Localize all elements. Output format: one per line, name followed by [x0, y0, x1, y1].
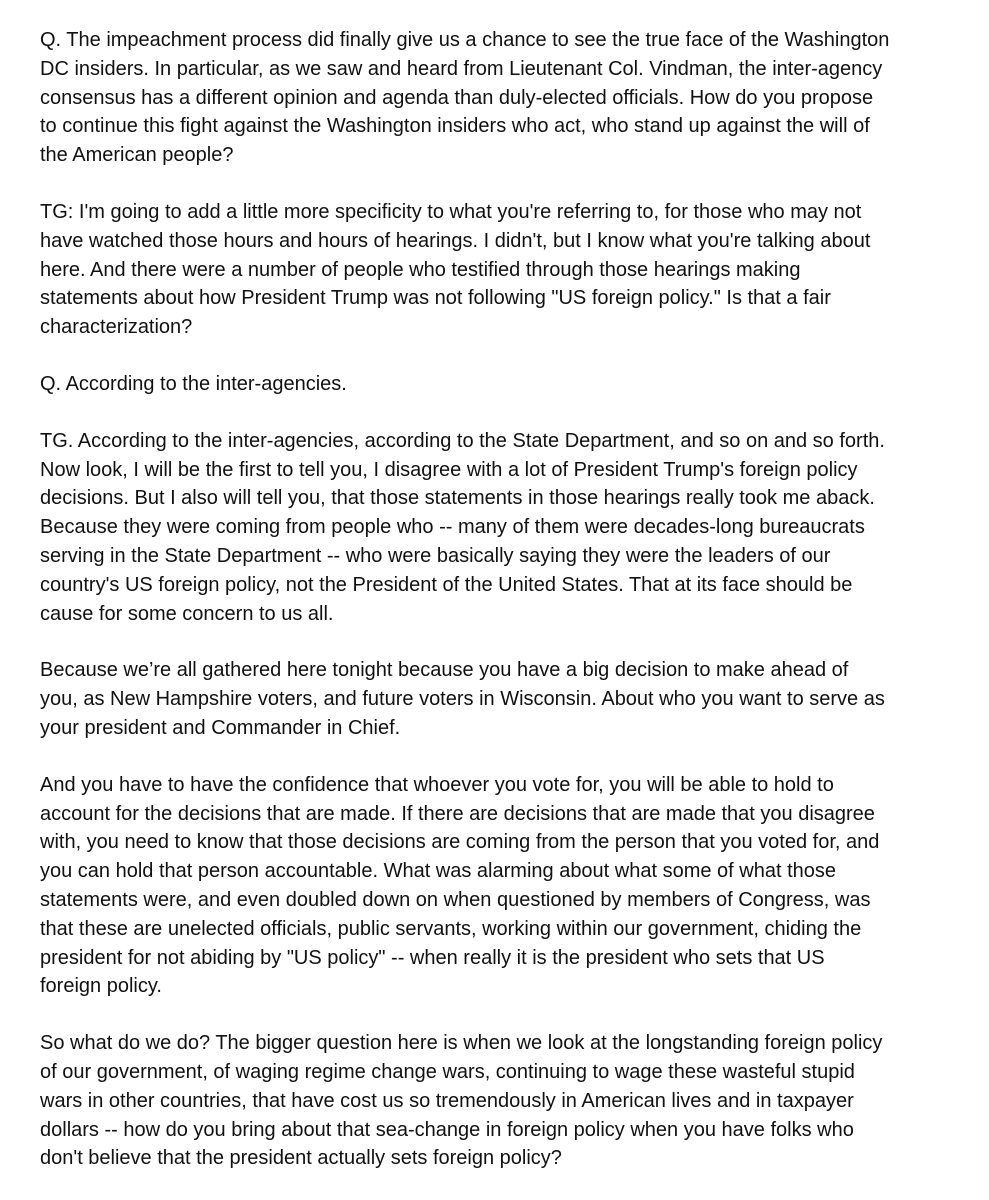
- text-line: Now look, I will be the first to tell you, I disagree with a lot of President Trump's foreign policy: [40, 458, 858, 481]
- text-line: Q. According to the inter-agencies.: [40, 372, 347, 395]
- text-line: characterization?: [40, 316, 193, 339]
- text-line: Because they were coming from people who -- many of them were decades-long bureaucrats: [40, 516, 865, 539]
- text-line: consensus has a different opinion and agenda than duly-elected officials. How do you propose: [40, 86, 874, 109]
- text-line: foreign policy.: [40, 975, 162, 998]
- text-line: president for not abiding by "US policy" -- when really it is the president who sets that US: [40, 946, 825, 969]
- text-line: Because we’re all gathered here tonight because you have a big decision to make ahead of: [40, 659, 849, 682]
- text-line: TG: I'm going to add a little more specificity to what you're referring to, for those who may not: [40, 200, 862, 223]
- text-line: account for the decisions that are made. If there are decisions that are made that you disagree: [40, 802, 875, 825]
- text-line: of our government, of waging regime change wars, continuing to wage these wasteful stupid: [40, 1060, 855, 1083]
- text-line: that these are unelected officials, public servants, working within our government, chiding the: [40, 917, 862, 940]
- text-line: country's US foreign policy, not the President of the United States. That at its face should be: [40, 573, 853, 596]
- answer-paragraph-3: [40, 656, 949, 742]
- text-line: cause for some concern to us all.: [40, 602, 334, 625]
- question-paragraph-1: [40, 26, 949, 170]
- text-line: you can hold that person accountable. What was alarming about what some of what those: [40, 860, 837, 883]
- text-line: DC insiders. In particular, as we saw and heard from Lieutenant Col. Vindman, the inter-agency: [40, 57, 883, 80]
- text-line: statements about how President Trump was not following "US foreign policy." Is that a fair: [40, 287, 831, 310]
- text-line: statements were, and even doubled down on when questioned by members of Congress, was: [40, 888, 871, 911]
- text-line: So what do we do? The bigger question here is when we look at the longstanding foreign policy: [40, 1032, 883, 1055]
- text-line: the American people?: [40, 144, 234, 167]
- text-line: wars in other countries, that have cost us so tremendously in American lives and in taxpayer: [40, 1089, 854, 1112]
- text-line: serving in the State Department -- who were basically saying they were the leaders of our: [40, 544, 831, 567]
- answer-paragraph-4: [40, 771, 949, 1001]
- text-line: dollars -- how do you bring about that sea-change in foreign policy when you have folks who: [40, 1118, 854, 1141]
- text-line: you, as New Hampshire voters, and future voters in Wisconsin. About who you want to serve as: [40, 688, 885, 711]
- answer-paragraph-2: [40, 427, 949, 629]
- text-line: have watched those hours and hours of hearings. I didn't, but I know what you're talking about: [40, 229, 871, 252]
- text-line: to continue this fight against the Washington insiders who act, who stand up against the will of: [40, 115, 870, 138]
- text-line: your president and Commander in Chief.: [40, 716, 401, 739]
- answer-paragraph-1: [40, 198, 949, 342]
- text-line: decisions. But I also will tell you, that those statements in those hearings really took me aback.: [40, 487, 875, 510]
- text-line: with, you need to know that those decisions are coming from the person that you voted for, and: [40, 831, 880, 854]
- question-paragraph-2: [40, 370, 949, 399]
- text-line: And you have to have the confidence that whoever you vote for, you will be able to hold to: [40, 773, 834, 796]
- text-line: Q. The impeachment process did finally give us a chance to see the true face of the Washington: [40, 29, 890, 51]
- text-line: TG. According to the inter-agencies, according to the State Department, and so on and so forth.: [40, 429, 885, 452]
- text-line: here. And there were a number of people who testified through those hearings making: [40, 258, 801, 281]
- text-line: don't believe that the president actually sets foreign policy?: [40, 1147, 562, 1170]
- answer-paragraph-5: [40, 1029, 949, 1173]
